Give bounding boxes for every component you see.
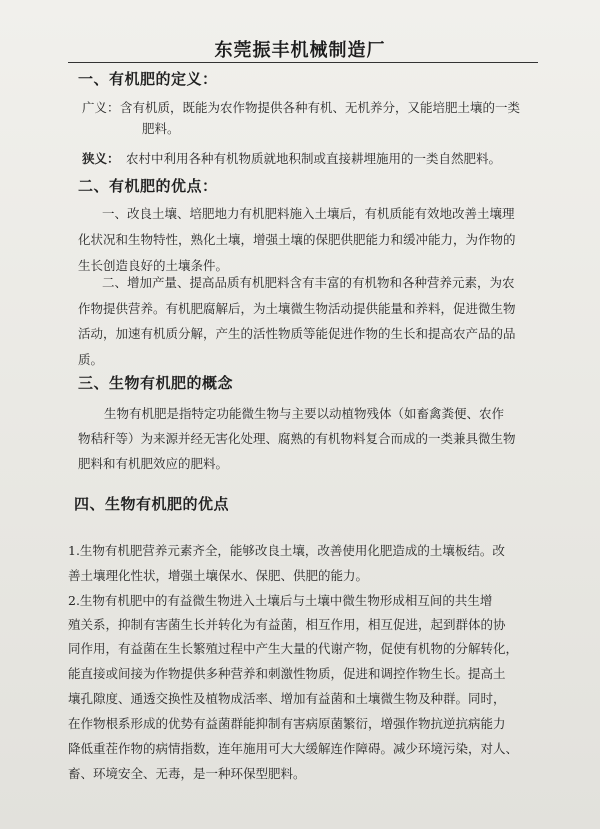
narrow-definition-label: 狭义： (82, 151, 120, 166)
section4-item2-line: 2.生物有机肥中的有益微生物进入土壤后与土壤中微生物形成相互间的共生增 (68, 593, 493, 608)
narrow-definition-line: 农村中利用各种有机物质就地积制或直接耕埋施用的一类自然肥料。 (126, 151, 502, 166)
title-divider (68, 62, 538, 63)
section4-item1-line: 善土壤理化性状，增强土壤保水、保肥、供肥的能力。 (68, 568, 369, 583)
section3-para-line: 肥料和有机肥效应的肥料。 (78, 456, 229, 471)
section2-heading: 二、有机肥的优点： (78, 177, 218, 195)
section4-item2-line: 在作物根系形成的优势有益菌群能抑制有害病原菌繁衍，增强作物抗逆抗病能力 (68, 716, 506, 731)
section4-item2-line: 降低重茬作物的病情指数，连年施用可大大缓解连作障碍。减少环境污染，对人、 (68, 741, 519, 756)
section2-para1-line: 化状况和生物特性，熟化土壤，增强土壤的保肥供肥能力和缓冲能力，为作物的 (78, 232, 516, 247)
section4-item2-line: 殖关系，抑制有害菌生长并转化为有益菌，相互作用，相互促进，起到群体的协 (68, 617, 506, 632)
section2-para2-line: 质。 (78, 352, 104, 367)
section4-item2-line: 同作用，有益菌在生长繁殖过程中产生大量的代谢产物，促使有机物的分解转化， (68, 641, 519, 656)
broad-definition-line: 含有机质，既能为农作物提供各种有机、无机养分，又能培肥土壤的一类 (120, 100, 521, 115)
section2-para2-line: 活动，加速有机质分解，产生的活性物质等能促进作物的生长和提高农产品的品 (78, 326, 516, 341)
section2-para1-line: 一、改良土壤、培肥地力有机肥料施入土壤后，有机质能有效地改善土壤理 (102, 206, 515, 221)
section4-item2-line: 壤孔隙度、通透交换性及植物成活率、增加有益菌和土壤微生物及种群。同时， (68, 691, 506, 706)
section2-para2-line: 二、增加产量、提高品质有机肥料含有丰富的有机物和各种营养元素，为农 (102, 275, 515, 290)
section3-para-line: 物秸秆等）为来源并经无害化处理、腐熟的有机物料复合而成的一类兼具微生物 (78, 431, 516, 446)
section4-heading: 四、生物有机肥的优点 (74, 495, 230, 513)
section3-para-line: 生物有机肥是指特定功能微生物与主要以动植物残体（如畜禽粪便、农作 (104, 406, 505, 421)
section2-para2-line: 作物提供营养。有机肥腐解后，为土壤微生物活动提供能量和养料，促进微生物 (78, 301, 516, 316)
section4-item2-line: 畜、环境安全、无毒，是一种环保型肥料。 (68, 766, 306, 781)
section1-heading: 一、有机肥的定义： (78, 70, 218, 88)
document-title: 东莞振丰机械制造厂 (214, 40, 386, 61)
broad-definition-line: 肥料。 (142, 121, 180, 136)
broad-definition-label: 广义： (82, 100, 120, 115)
section4-item2-line: 能直接或间接为作物提供多种营养和刺激性物质，促进和调控作物生长。提高土 (68, 666, 506, 681)
section4-item1-line: 1.生物有机肥营养元素齐全，能够改良土壤，改善使用化肥造成的土壤板结。改 (68, 543, 505, 558)
section3-heading: 三、生物有机肥的概念 (78, 374, 234, 392)
section2-para1-line: 生长创造良好的土壤条件。 (78, 258, 229, 273)
